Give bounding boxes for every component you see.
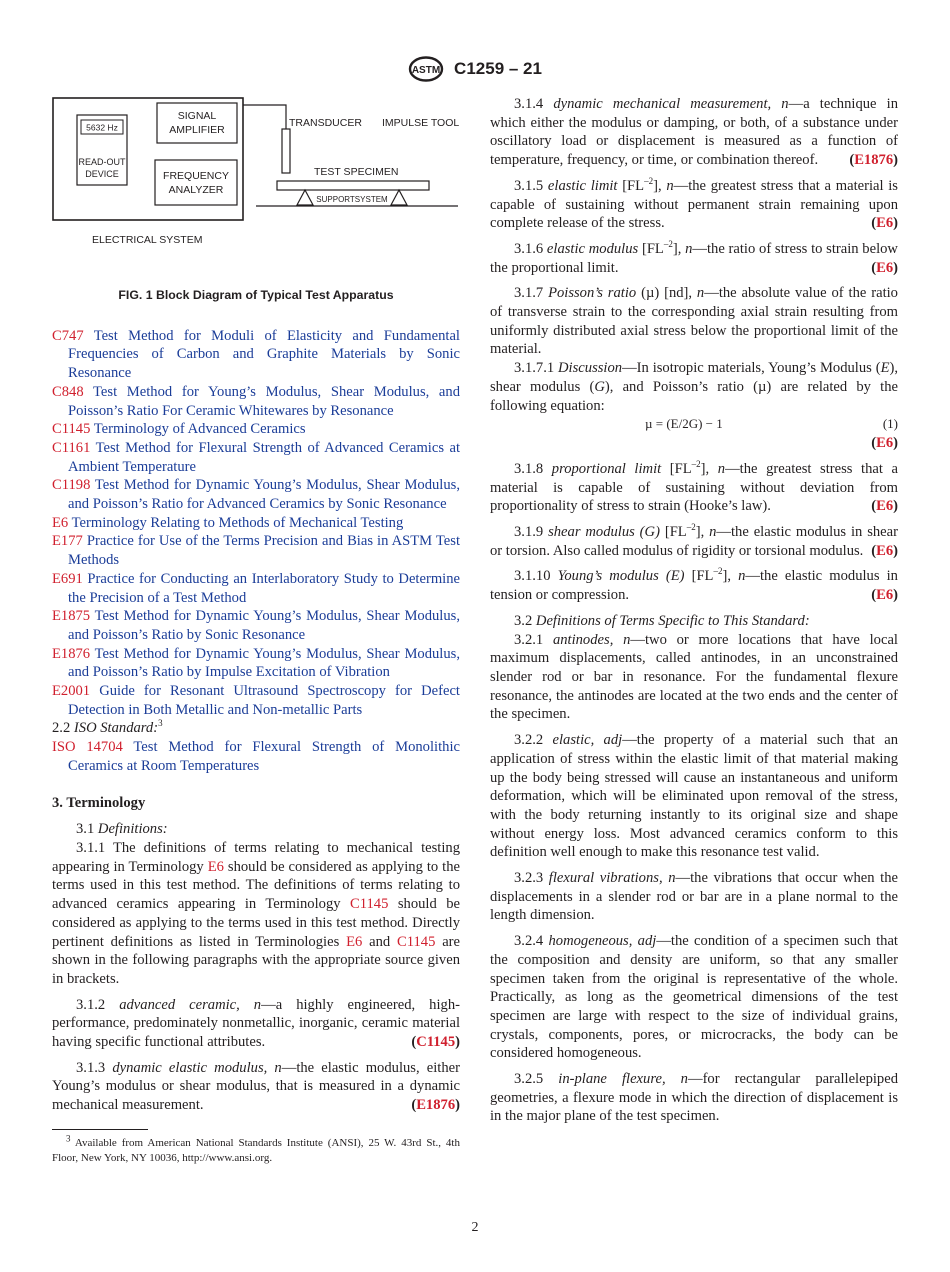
definition-3-1-9: 3.1.9 shear modulus (G) $[FL^{-2}]$, n—the elastic modulus in shear or torsion. Also called modulus of rigidity or torsional modulus. (E6) xyxy=(490,522,898,559)
page-header xyxy=(0,56,950,82)
reference-title[interactable]: Guide for Resonant Ultrasound Spectroscopy for Defect Detection in Both Metallic and Non-metallic Parts xyxy=(68,683,460,718)
reference-title[interactable]: Test Method for Dynamic Young’s Modulus, Shear Modulus, and Poisson’s Ratio by Sonic Resonance xyxy=(68,608,460,643)
source-reference[interactable]: (E6) xyxy=(871,435,898,452)
reference-link[interactable]: E6 xyxy=(207,858,224,875)
test-specimen-label: TEST SPECIMEN xyxy=(314,166,399,178)
definition-3-1-7: 3.1.7 Poisson’s ratio (µ) [nd], n—the absolute value of the ratio of transverse strain to the corresponding axial strain resulting from uniformly distributed axial stress below the proportional limit of the material. xyxy=(490,285,898,358)
reference-code[interactable]: C1161 xyxy=(52,439,91,456)
reference-title[interactable]: Test Method for Dynamic Young’s Modulus, Shear Modulus, and Poisson’s Ratio by Impulse Excitation of Vibration xyxy=(68,645,460,681)
reference-link[interactable]: C1145 xyxy=(396,933,436,950)
paragraph-3-2: 3.2 Definitions of Terms Specific to This Standard: xyxy=(514,612,810,629)
reference-code[interactable]: C1198 xyxy=(52,477,91,494)
equation-formula: µ = (E/2G) − 1 xyxy=(645,416,723,432)
equation-1 xyxy=(490,415,898,434)
definition-3-2-4: 3.2.4 homogeneous, adj—the condition of a specimen such that the composition and density are uniform, so that any smaller specimen taken from the original is representative of the whole. Practically, as long as the geometrical dimensions of the test specimen are large with respect to the size of individual grains, crystals, components, pores, or microcracks, the body can be considered homogeneous. xyxy=(490,933,898,1062)
frequency-analyzer-box xyxy=(155,160,237,205)
source-reference[interactable]: (E1876) xyxy=(849,152,898,169)
definition-3-1-5: 3.1.5 elastic limit $[FL^{-2}]$, n—the greatest stress that a material is capable of sustaining without permanent strain remaining upon complete release of the stress. (E6) xyxy=(490,175,898,232)
reference-code[interactable]: E1876 xyxy=(52,645,91,662)
reference-item xyxy=(52,514,460,533)
reference-item xyxy=(52,645,460,682)
signal-wire xyxy=(243,105,286,129)
reference-title[interactable]: Test Method for Flexural Strength of Monolithic Ceramics at Room Temperatures xyxy=(68,739,460,774)
source-reference[interactable]: (E6) xyxy=(871,215,898,232)
reference-title[interactable]: Practice for Conducting an Interlaboratory Study to Determine the Precision of a Test Method xyxy=(68,570,461,606)
document-code: C1259 – 21 xyxy=(454,59,542,78)
source-reference[interactable]: (E6) xyxy=(871,542,898,559)
test-specimen xyxy=(277,181,429,190)
section-heading: 3. Terminology xyxy=(52,794,146,811)
definition-3-1-10: 3.1.10 Young’s modulus (E) $[FL^{-2}]$, n—the elastic modulus in tension or compression. (E6) xyxy=(490,566,898,604)
reference-title[interactable]: Terminology of Advanced Ceramics xyxy=(93,421,306,438)
impulse-tool-label: IMPULSE TOOL xyxy=(382,117,460,129)
reference-item xyxy=(52,570,460,607)
transducer-label: TRANSDUCER xyxy=(289,117,362,129)
reference-title[interactable]: Test Method for Moduli of Elasticity and Fundamental Frequencies of Carbon and Graphite Materials by Sonic Resonance xyxy=(68,327,460,382)
left-support xyxy=(297,190,313,205)
definition-3-1-2: 3.1.2 advanced ceramic, n—a highly engineered, high-performance, predominately nonmetallic, inorganic, ceramic material having specific functional attributes. (C1145) xyxy=(52,996,460,1051)
reference-code[interactable]: C848 xyxy=(52,383,84,400)
definition-3-1-8: 3.1.8 proportional limit $[FL^{-2}]$, n—the greatest stress that a material is capable of sustaining without deviation from proportionality of stress to strain (Hooke’s law). (E6) xyxy=(490,459,899,515)
reference-code[interactable]: C1145 xyxy=(52,421,91,438)
source-reference[interactable]: (E6) xyxy=(871,498,898,515)
reference-item xyxy=(52,607,460,644)
reference-title[interactable]: Terminology Relating to Methods of Mechanical Testing xyxy=(71,514,404,531)
source-reference[interactable]: (C1145) xyxy=(411,1034,460,1051)
reference-title[interactable]: Practice for Use of the Terms Precision and Bias in ASTM Test Methods xyxy=(68,533,461,569)
definition-3-1-3: 3.1.3 dynamic elastic modulus, n—the elastic modulus, either Young’s modulus or shear modulus, that is measured in a dynamic mechanical measurement. (E1876) xyxy=(52,1059,460,1114)
reference-item xyxy=(52,738,460,775)
reference-code[interactable]: C747 xyxy=(52,327,84,344)
frequency-readout: 5632 Hz xyxy=(86,122,118,133)
right-support xyxy=(391,190,407,205)
definition-3-2-2: 3.2.2 elastic, adj—the property of a material such that an application of stress within the elastic limit of that material making up the body being stressed will cause an instantaneous and uniform deformation, which will be eliminated upon removal of the stress, with the body returning instantly to its original size and shape without energy loss. Most advanced ceramics conform to this definition well enough to make this resonance test valid. xyxy=(490,732,898,861)
amplifier-label-1: SIGNAL xyxy=(177,110,217,122)
reference-code[interactable]: E691 xyxy=(52,570,83,587)
source-reference[interactable]: (E6) xyxy=(871,259,898,276)
definition-3-2-1: 3.2.1 antinodes, n—two or more locations that have local maximum displacements, called antinodes, in an unconstrained slender rod or bar in resonance. For the fundamental flexure resonance, the antinodes are located at the two ends and the center of the specimen. xyxy=(490,631,898,723)
reference-list xyxy=(52,327,460,776)
reference-link[interactable]: C1145 xyxy=(350,896,389,913)
logo-text: ASTM xyxy=(411,65,441,76)
reference-code[interactable]: E1875 xyxy=(52,608,91,625)
readout-label-2: DEVICE xyxy=(85,169,119,179)
transducer xyxy=(282,129,290,173)
analyzer-label-1: FREQUENCY xyxy=(163,170,229,182)
equation-source xyxy=(490,434,898,453)
right-column xyxy=(490,95,898,1133)
page-number: 2 xyxy=(471,1220,479,1235)
reference-item xyxy=(52,682,460,719)
reference-item xyxy=(52,383,460,420)
definition-3-1-6: 3.1.6 elastic modulus $[FL^{-2}]$, n—the ratio of stress to strain below the proportional limit. (E6) xyxy=(490,239,898,276)
readout-label-1: READ-OUT xyxy=(78,157,126,167)
figure-block-diagram xyxy=(52,95,460,280)
astm-logo-icon xyxy=(408,56,444,82)
definition-3-2-5: 3.2.5 in-plane flexure, n—for rectangular parallelepiped geometries, a flexure mode in which the direction of displacement is in the major plane of the test specimen. xyxy=(490,1071,898,1125)
reference-code[interactable]: ISO 14704 xyxy=(52,739,123,756)
block-diagram xyxy=(52,95,460,280)
figure-caption: FIG. 1 Block Diagram of Typical Test Apparatus xyxy=(118,288,394,302)
footnote-marker: 3 xyxy=(158,718,163,729)
reference-item xyxy=(52,476,460,513)
iso-heading: 2.2 ISO Standard:$^3$ xyxy=(52,718,163,737)
reference-title[interactable]: Test Method for Dynamic Young’s Modulus, Shear Modulus, and Poisson’s Ratio for Advanced Ceramics by Sonic Resonance xyxy=(68,477,460,513)
reference-item xyxy=(52,532,460,569)
reference-item xyxy=(52,327,460,383)
discussion-3-1-7-1: 3.1.7.1 Discussion—In isotropic materials, Young’s Modulus (E), shear modulus (G), and Poisson’s ratio (µ) are related by the following equation: xyxy=(490,360,898,414)
signal-amplifier-box xyxy=(157,103,237,143)
amplifier-label-2: AMPLIFIER xyxy=(169,124,225,136)
reference-item xyxy=(52,420,460,439)
footnote-rule xyxy=(52,1129,148,1130)
reference-link[interactable]: E6 xyxy=(346,933,363,950)
left-column xyxy=(52,95,460,1166)
reference-code[interactable]: E6 xyxy=(52,514,69,531)
footnote: $^3$ Available from American National Standards Institute (ANSI), 25 W. 43rd St., 4th Floor, New York, NY 10036, http://www.ansi.org. xyxy=(52,1133,460,1164)
source-reference[interactable]: (E1876) xyxy=(411,1097,460,1114)
reference-item xyxy=(52,439,460,476)
reference-code[interactable]: E177 xyxy=(52,533,83,550)
definition-3-2-3: 3.2.3 flexural vibrations, n—the vibrations that occur when the displacements in a slender rod or bar are in a plane normal to the length dimension. xyxy=(490,870,898,924)
definition-3-1-4: 3.1.4 dynamic mechanical measurement, n—a technique in which either the modulus or damping, or both, of a substance under oscillatory load or displacement is measured as a function of temperature, frequency, or time, or combination thereof. (E1876) xyxy=(490,96,899,169)
source-reference[interactable]: (E6) xyxy=(871,587,898,604)
reference-title[interactable]: Test Method for Flexural Strength of Advanced Ceramics at Ambient Temperature xyxy=(68,439,461,475)
reference-code[interactable]: E2001 xyxy=(52,683,91,700)
reference-title[interactable]: Test Method for Young’s Modulus, Shear Modulus, and Poisson’s Ratio For Ceramic Whitewares by Resonance xyxy=(68,383,460,419)
analyzer-label-2: ANALYZER xyxy=(168,184,224,196)
paragraph-3-1: 3.1 Definitions: xyxy=(76,821,168,838)
electrical-system-label: ELECTRICAL SYSTEM xyxy=(92,234,203,246)
support-system-label: SUPPORTSYSTEM xyxy=(316,195,388,204)
paragraph-3-1-1: 3.1.1 The definitions of terms relating to mechanical testing appearing in Terminology E6 should be considered as applying to the terms used in this test method. The definitions of terms relating to advanced ceramics appearing in Terminology C1145 should be considered as applying to the terms used in this test method. Directly pertinent definitions as listed in Terminologies E6 and C1145 are shown in the following paragraphs with the appropriate source given in brackets. xyxy=(52,839,461,987)
equation-number: (1) xyxy=(882,416,898,432)
